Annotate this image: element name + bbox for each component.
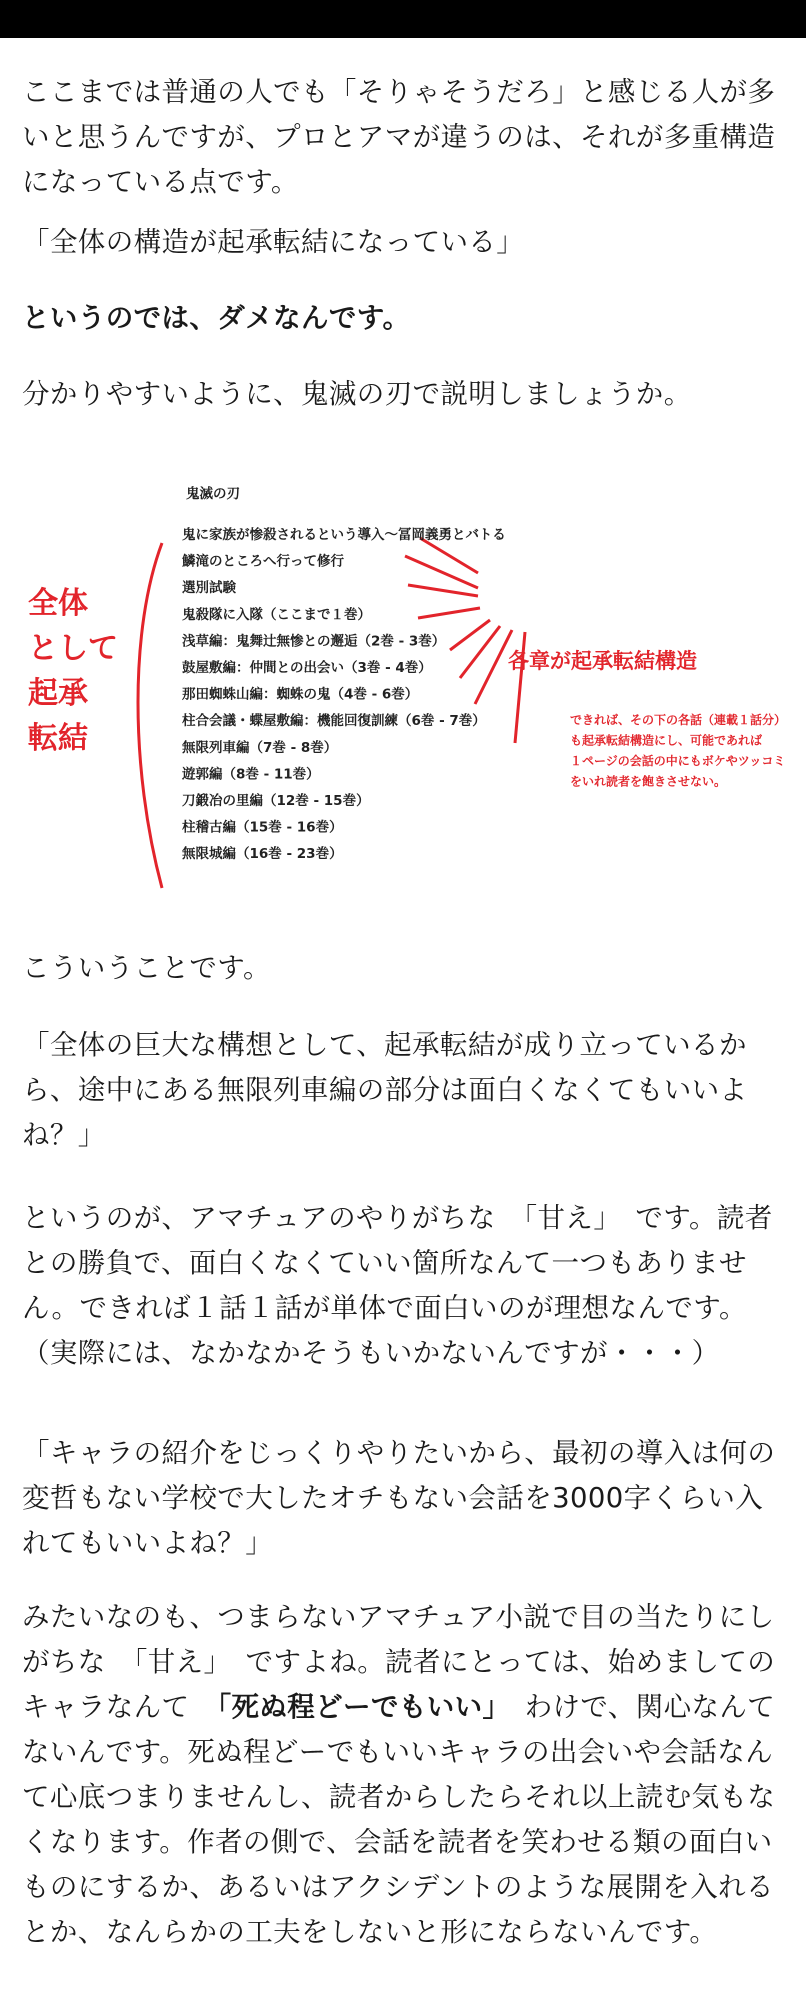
paragraph-9-emphasis: 「死ぬ程どーでもいい」 (217, 1691, 497, 1723)
chapter-item: 鬼殺隊に入隊（ここまで１巻） (182, 606, 371, 623)
chapter-item: 無限列車編（7巻 - 8巻） (182, 739, 338, 756)
paragraph-1: ここまでは普通の人でも「そりゃそうだろ」と感じる人が多いと思うんですが、プロとアマが違うのは、それが多重構造になっている点です。 (22, 76, 776, 198)
chapter-item: 浅草編：鬼舞辻無惨との邂逅（2巻 - 3巻） (182, 633, 446, 650)
chapter-item: 選別試験 (182, 580, 236, 597)
paragraph-3: というのでは、ダメなんです。 (22, 302, 411, 334)
note-line: をいれ読者を飽きさせない。 (570, 774, 727, 789)
chapter-item: 遊郭編（8巻 - 11巻） (182, 766, 320, 783)
side-note (570, 712, 786, 789)
paragraph-7: というのが、アマチュアのやりがちな 「甘え」 です。読者との勝負で、面白くなくていい箇所なんて一つもありません。できれば１話１話が単体で面白いのが理想なんです。（実際には、なかなかそうもいかないんですが・・・） (22, 1202, 773, 1369)
chapter-item: 刀鍛冶の里編（12巻 - 15巻） (182, 793, 370, 809)
note-line: できれば、その下の各話（連載１話分） (570, 713, 787, 727)
left-label: 全体 (28, 586, 88, 621)
paragraph-2: 「全体の構造が起承転結になっている」 (22, 226, 525, 258)
left-label: 転結 (28, 721, 88, 756)
left-bracket (138, 543, 162, 888)
chapter-item: 柱合会議・蝶屋敷編：機能回復訓練（6巻 - 7巻） (182, 713, 486, 730)
chapter-item: 鬼に家族が惨殺されるという導入～冨岡義勇とバトる (182, 527, 506, 543)
center-label: 各章が起承転結構造 (508, 649, 697, 673)
left-label: 起承 (28, 676, 88, 711)
note-line: １ページの会話の中にもボケやツッコミ (570, 754, 786, 768)
status-bar (0, 0, 806, 38)
paragraph-8: 「キャラの紹介をじっくりやりたいから、最初の導入は何の変哲もない学校で大したオチもない会話を3000字くらい入れてもいいよね？」 (22, 1437, 776, 1559)
chapter-item: 無限城編（16巻 - 23巻） (182, 846, 343, 863)
chapter-list (181, 526, 506, 862)
paragraph-9-part-b: わけで、関心なんてないんです。死ぬ程どーでもいいキャラの出会いや会話なんて心底つまりませんし、読者からしたらそれ以上読む気もなくなります。作者の側で、会話を読者を笑わせる類の面白いものにするか、あるいはアクシデントのような展開を入れるとか、なんらかの工夫をしないと形にならないんです。 (22, 1691, 776, 1948)
paragraph-9-part-a: みたいなのも、つまらないアマチュア小説で目の当たりにしがちな 「甘え」 ですよね。読者にとっては、始めましてのキャラなんて (22, 1601, 776, 1723)
chapter-item: 鱗滝のところへ行って修行 (182, 553, 344, 570)
left-labels (28, 586, 118, 756)
paragraph-4: 分かりやすいように、鬼滅の刃で説明しましょうか。 (22, 378, 692, 410)
paragraph-5: こういうことです。 (22, 952, 271, 984)
left-label: として (28, 631, 118, 666)
note-line: も起承転結構造にし、可能であれば (570, 733, 763, 748)
chapter-item: 鼓屋敷編：仲間との出会い（3巻 - 4巻） (182, 660, 432, 676)
chapter-item: 柱稽古編（15巻 - 16巻） (182, 819, 343, 836)
paragraph-9 (22, 1595, 784, 1955)
paragraph-6: 「全体の巨大な構想として、起承転結が成り立っているから、途中にある無限列車編の部分は面白くなくてもいいよね？」 (22, 1029, 748, 1151)
diagram-title: 鬼滅の刃 (186, 486, 240, 502)
chapter-item: 那田蜘蛛山編：蜘蛛の鬼（4巻 - 6巻） (182, 686, 419, 703)
kimetsu-structure-diagram (0, 468, 806, 923)
